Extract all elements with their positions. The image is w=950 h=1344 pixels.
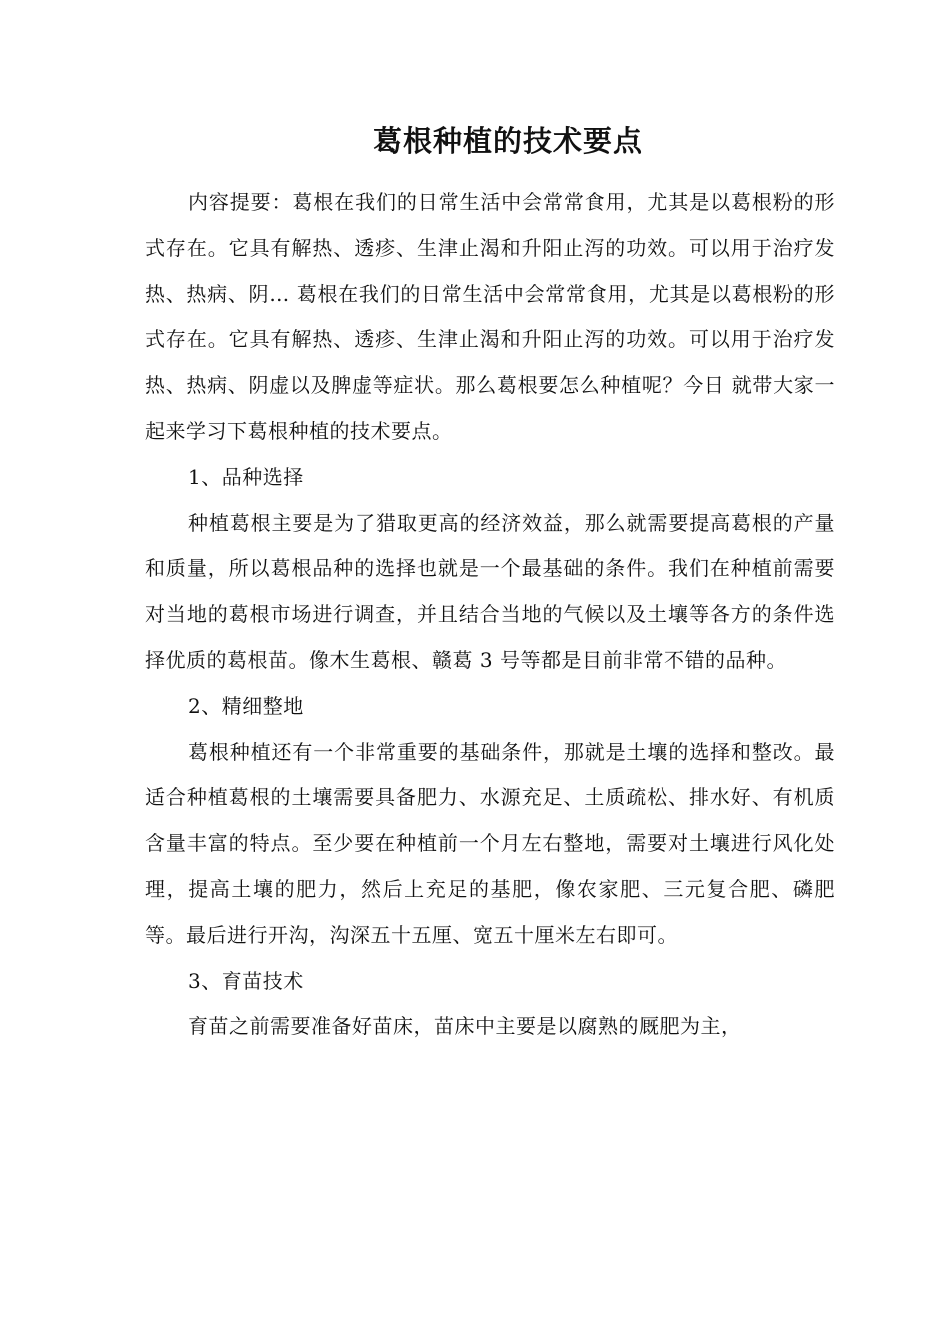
- section-heading-land-prep: 2、精细整地: [188, 693, 304, 718]
- paragraph-seedling: 育苗之前需要准备好苗床，苗床中主要是以腐熟的厩肥为主，: [188, 1014, 742, 1039]
- paragraph-variety: 种植葛根主要是为了猎取更高的经济效益，那么就需要提高葛根的产量和质量，所以葛根品种的选择也就是一个最基础的条件。我们在种植前需要对当地的葛根市场进行调查，并且结合当地的气候以及土壤等各方的条件选择优质的葛根苗。像木生葛根、赣葛 3 号等都是目前非常不错的品种。: [145, 510, 835, 672]
- section-heading-seedling: 3、育苗技术: [188, 968, 304, 993]
- document-body: [145, 180, 835, 1050]
- paragraph-land-prep: 葛根种植还有一个非常重要的基础条件，那就是土壤的选择和整改。最适合种植葛根的土壤需要具备肥力、水源充足、土质疏松、排水好、有机质含量丰富的特点。至少要在种植前一个月左右整地，需要对土壤进行风化处理，提高土壤的肥力，然后上充足的基肥，像农家肥、三元复合肥、磷肥等。最后进行开沟，沟深五十五厘、宽五十厘米左右即可。: [145, 739, 835, 947]
- section-heading-variety: 1、品种选择: [188, 464, 304, 489]
- document-title: 葛根种植的技术要点: [372, 124, 643, 158]
- paragraph-summary: 内容提要：葛根在我们的日常生活中会常常食用，尤其是以葛根粉的形式存在。它具有解热、透疹、生津止渴和升阳止泻的功效。可以用于治疗发热、热病、阴… 葛根在我们的日常生活中会常常食用，尤其是以葛根粉的形式存在。它具有解热、透疹、生津止渴和升阳止泻的功效。可以用于治疗发热、热病、阴虚以及脾虚等症状。那么葛根要怎么种植呢？今日 就带大家一起来学习下葛根种植的技术要点。: [145, 190, 835, 443]
